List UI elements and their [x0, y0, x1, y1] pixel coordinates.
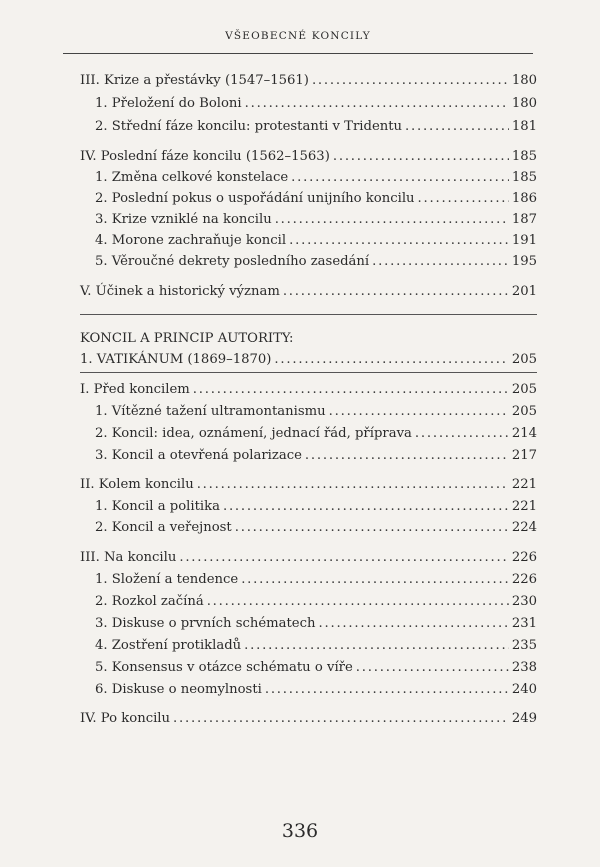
toc-entry-title: 2. Koncil a veřejnost [95, 520, 232, 535]
toc-entry-title: V. Účinek a historický význam [80, 284, 280, 299]
toc-entry-title: 5. Věroučné dekrety posledního zasedání [95, 254, 370, 269]
toc-entry [95, 96, 537, 112]
toc-entry [95, 572, 537, 588]
toc-entry [95, 254, 537, 270]
dot-leader [197, 477, 509, 493]
toc-entry-page: 217 [511, 448, 537, 463]
toc-entry-title: III. Na koncilu [80, 550, 177, 565]
dot-leader [173, 711, 509, 727]
toc-entry [95, 404, 537, 420]
dot-leader [275, 212, 509, 228]
toc-entry-page: 187 [511, 212, 537, 227]
dot-leader [235, 520, 509, 536]
toc-entry-title: 1. Změna celkové konstelace [95, 170, 289, 185]
toc-entry [80, 550, 537, 566]
toc-entry [95, 616, 537, 632]
dot-leader [223, 499, 509, 515]
toc-entry [95, 233, 537, 249]
toc-entry-page: 226 [511, 572, 537, 587]
dot-leader [265, 682, 509, 698]
toc-entry-page: 181 [511, 119, 537, 134]
toc-entry [95, 448, 537, 464]
toc-entry-page: 238 [511, 660, 537, 675]
toc-entry-page: 201 [511, 284, 537, 299]
dot-leader [244, 638, 509, 654]
part-heading-line-1 [80, 331, 537, 347]
toc-entry-page: 205 [511, 382, 537, 397]
dot-leader [245, 96, 509, 112]
toc-entry-title: 1. Přeložení do Boloni [95, 96, 242, 111]
toc-entry-title: IV. Poslední fáze koncilu (1562–1563) [80, 149, 330, 164]
toc-entry-title: 3. Koncil a otevřená polarizace [95, 448, 302, 463]
toc-entry [95, 499, 537, 515]
dot-leader [415, 426, 509, 442]
toc-entry-title: 1. Koncil a politika [95, 499, 220, 514]
toc-entry-title: 4. Zostření protikladů [95, 638, 242, 653]
toc-entry-title: 2. Poslední pokus o uspořádání unijního koncilu [95, 191, 415, 206]
toc-entry [95, 520, 537, 536]
toc-entry [80, 382, 537, 398]
dot-leader [274, 352, 508, 368]
page-number: 336 [281, 820, 319, 842]
dot-leader [193, 382, 509, 398]
toc-entry-page: 224 [511, 520, 537, 535]
dot-leader [289, 233, 509, 249]
toc-entry [95, 682, 537, 698]
toc-entry-page: 180 [511, 96, 537, 111]
toc-entry [80, 73, 537, 89]
toc-entry-page: 195 [511, 254, 537, 269]
section-rule [80, 314, 537, 315]
toc-entry-title: III. Krize a přestávky (1547–1561) [80, 73, 309, 88]
dot-leader [319, 616, 509, 632]
toc-entry-page: 185 [511, 170, 537, 185]
toc-entry-title: I. Před koncilem [80, 382, 190, 397]
dot-leader [312, 73, 509, 89]
part-heading-line-2 [80, 352, 537, 368]
toc-entry-title: 1. Složení a tendence [95, 572, 239, 587]
toc-entry-title: 2. Střední fáze koncilu: protestanti v Tridentu [95, 119, 403, 134]
toc-entry [80, 477, 537, 493]
toc-entry-title: 4. Morone zachraňuje koncil [95, 233, 287, 248]
toc-entry-page: 226 [511, 550, 537, 565]
toc-entry-page: 205 [511, 404, 537, 419]
dot-leader [241, 572, 509, 588]
toc-entry-page: 191 [511, 233, 537, 248]
dot-leader [405, 119, 509, 135]
toc-entry-title: 1. Vítězné tažení ultramontanismu [95, 404, 326, 419]
dot-leader [356, 660, 509, 676]
toc-entry-page: 221 [511, 477, 537, 492]
toc-entry [95, 594, 537, 610]
toc-entry-page: 205 [511, 352, 537, 367]
section-rule [80, 372, 537, 373]
part-heading-subtitle: 1. VATIKÁNUM (1869–1870) [80, 352, 272, 367]
toc-entry-page: 249 [511, 711, 537, 726]
header-rule [63, 53, 533, 54]
toc-entry [95, 119, 537, 135]
toc-entry-title: IV. Po koncilu [80, 711, 171, 726]
toc-entry-page: 180 [511, 73, 537, 88]
dot-leader [179, 550, 508, 566]
running-head: VŠEOBECNÉ KONCILY [225, 30, 371, 42]
dot-leader [329, 404, 509, 420]
toc-entry [80, 711, 537, 727]
toc-entry-title: II. Kolem koncilu [80, 477, 194, 492]
toc-entry-title: 6. Diskuse o neomylnosti [95, 682, 262, 697]
toc-entry [95, 426, 537, 442]
toc-entry-page: 240 [511, 682, 537, 697]
toc-entry-page: 221 [511, 499, 537, 514]
toc-entry-page: 186 [511, 191, 537, 206]
toc-entry-title: 5. Konsensus v otázce schématu o víře [95, 660, 353, 675]
dot-leader [305, 448, 509, 464]
toc-entry-page: 185 [511, 149, 537, 164]
toc-entry [95, 638, 537, 654]
toc-entry-page: 235 [511, 638, 537, 653]
toc-entry [95, 191, 537, 207]
toc-entry-title: 2. Koncil: idea, oznámení, jednací řád, příprava [95, 426, 412, 441]
toc-entry-title: 3. Krize vzniklé na koncilu [95, 212, 272, 227]
dot-leader [372, 254, 509, 270]
toc-entry [80, 149, 537, 165]
dot-leader [333, 149, 509, 165]
toc-entry [80, 284, 537, 300]
toc-entry-page: 214 [511, 426, 537, 441]
toc-entry-page: 230 [511, 594, 537, 609]
toc-entry-page: 231 [511, 616, 537, 631]
toc-entry [95, 212, 537, 228]
toc-entry [95, 660, 537, 676]
part-heading-title: KONCIL A PRINCIP AUTORITY: [80, 331, 294, 346]
dot-leader [207, 594, 509, 610]
dot-leader [283, 284, 509, 300]
toc-entry-title: 3. Diskuse o prvních schématech [95, 616, 316, 631]
dot-leader [291, 170, 509, 186]
toc-entry [95, 170, 537, 186]
dot-leader [418, 191, 509, 207]
toc-entry-title: 2. Rozkol začíná [95, 594, 204, 609]
